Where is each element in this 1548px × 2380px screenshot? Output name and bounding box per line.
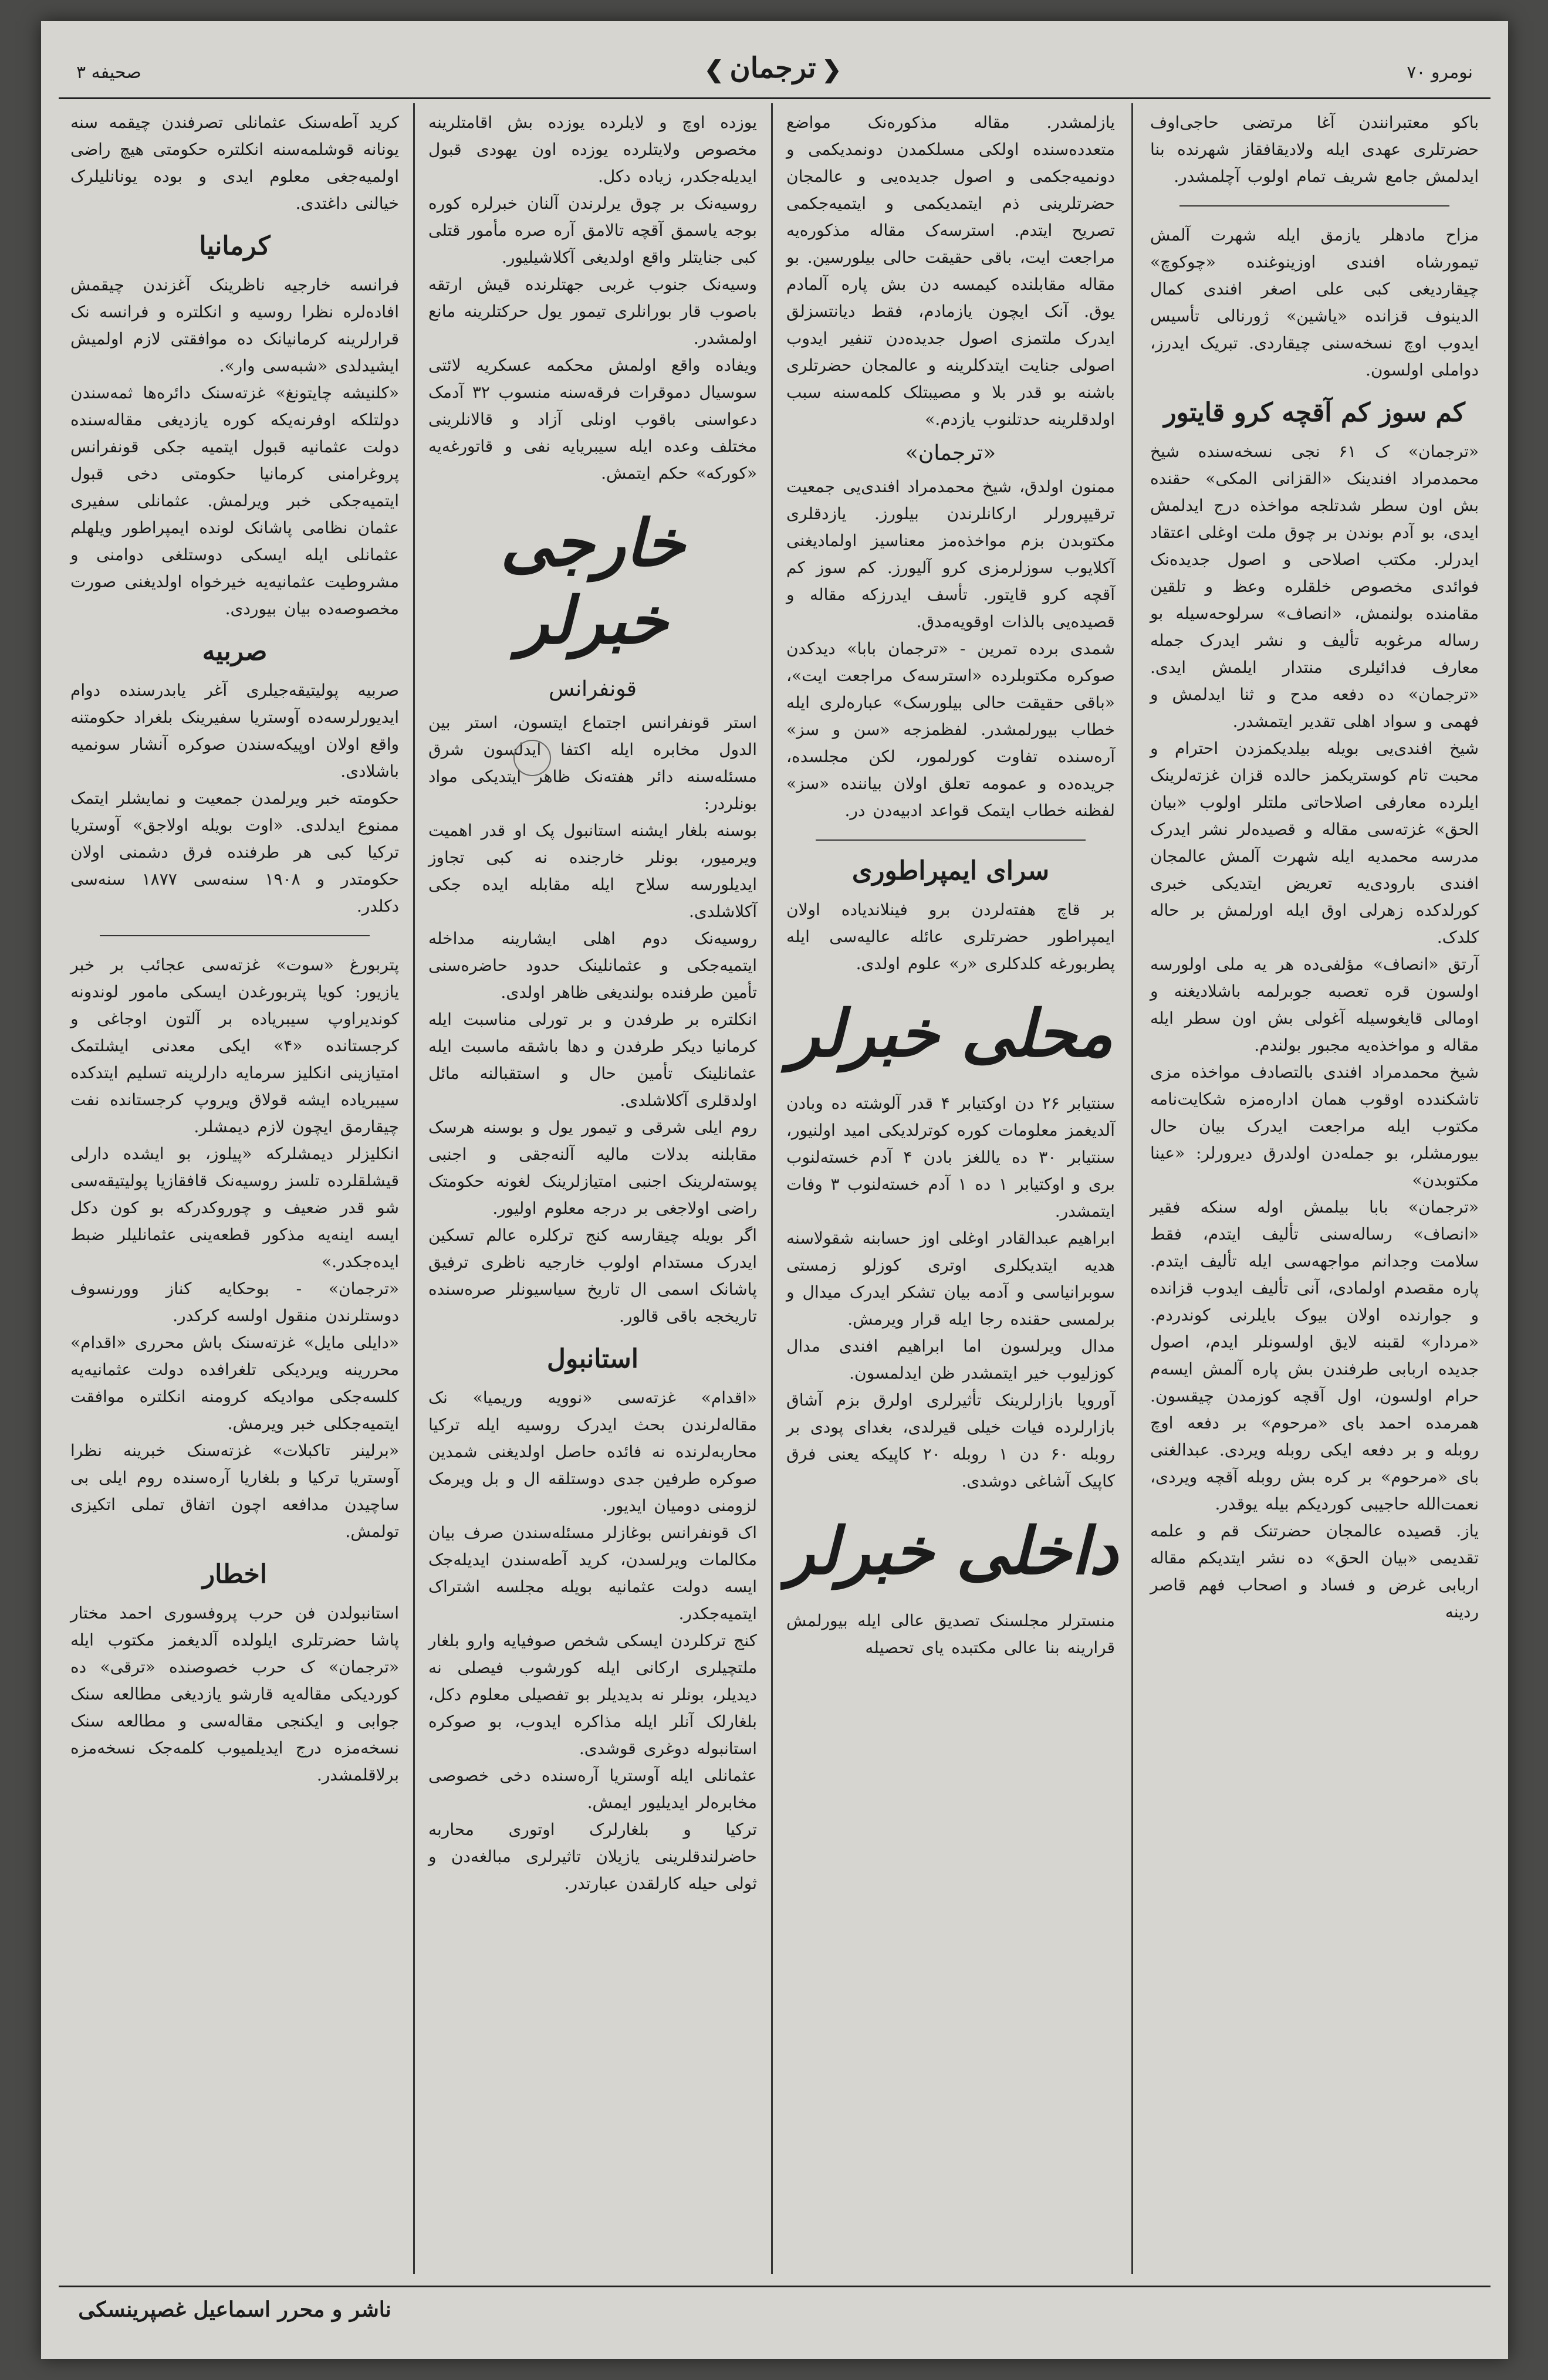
article-paragraph: ترکیا و بلغارلرک اوتوری محاربه حاضرلندقلرینی یازیلان تاثیرلری مبالغه‌دن و ثولی حیله کارلقدن عبارتدر. [428,1820,757,1893]
article-paragraph: «دایلی مایل» غزته‌سنک باش محرری «اقدام» محررینه ویردیکی تلغرافده دولت عثمانیه‌یه کلسه‌جکی موادیکه کرومنه انکلتره موافقت ایتمیه‌جکلی خبر ویرمش. [70,1333,399,1433]
article-paragraph: عثمانلی ایله آوستریا آره‌سنده دخی خصوصی مخابره‌لر ایدیلیور ایمش. [428,1766,757,1812]
page-number-label: صحیفه ۳ [76,62,141,83]
article-paragraph: «ترجمان» - بوحکایه کناز وورنسوف دوستلرندن منقول اولسه کرکدر. [70,1279,399,1325]
article-paragraph: استر قونفرانس اجتماع ایتسون، استر بین الدول مخابره ایله اکتفا ایدلسون شرق مسئله‌سنه دائر هفته‌نک ظاهر ایتدیکی مواد بونلردر: [428,713,757,813]
article-paragraph: شیخ محمدمراد افندی بالتصادف مواخذه مزی تاشکندده اوقوب همان اداره‌مزه شکایت‌نامه مکتوب ایله مراجعت ایدرک بیان حال بیورمشلر، بو جمله‌دن اولدرق دیرورلر: «عینا مکتوبدن» [1150,1062,1479,1190]
article-paragraph: یازلمشدر. مقاله مذکوره‌نک مواضع متعدده‌سنده اولکی مسلکمدن دونمدیکمی و دونمیه‌جکمی و اصول جدیده‌یی و عالمجان حضرتلرینی ذم ایتمدیکمی و ایتمیه‌جکمی تصریح ایتدم. استرسه‌ک مقاله مذکوره‌یه مراجعت ایت، باقی حقیقت حالی بیلورسین. بو مقاله مقابلنده کیمسه دن بش پاره آلمادم یوق. آنک ایچون یازمادم، فقط دیانتسزلق ایدرک ملتمزی اصول جدیده‌دن تنفیر ایدوب اصولی جنایت ایتدکلرینه و عالمجان حضرتلری باشنه بو قدر بلا و مصیبتلک کلمه‌سنه سبب اولدقلرینه حدتلنوب یازدم.» [786,113,1115,429]
article-heading: کرمانیا [199,231,271,261]
section-separator [816,839,1086,841]
article-paragraph: «ترجمان» بابا بیلمش اوله سنکه فقیر «انصاف» رساله‌سنی تألیف ایتدم، فقط سلامت وجدانم مواجهه‌سی ایله تألیف ایتدم. پاره مقصدم اولمادی، آنی تألیف ایدوب قزانده و جوارنده اولان بیوک بایلرنی کوندردم. «مردار» لقبنه لایق اولسونلر ایدم، اصول جدیده اربابی طرفندن بش پاره آلمش ایسه‌م حرام اولسون، اول آقچه کوزمدن چیقسون. همرمده احمد بای «مرحوم» بر دفعه اوچ روبله و بر دفعه ایکی روبله ویردی. عبدالغنی بای «مرحوم» بر کره بش روبله آقچه ویردی، نعمت‌الله حاجیبی کوردیکم بیله یوقدر. [1150,1197,1479,1514]
article-heading: قونفرانس [549,677,637,701]
article-paragraph: اک قونفرانس بوغازلر مسئله‌سندن صرف بیان مکالمات ویرلسدن، کرید آطه‌سندن ایدیله‌جک ایسه دولت عثمانیه بویله مجلسه اشتراک ایتمیه‌جکدر. [428,1523,757,1623]
article-paragraph: ویفاده واقع اولمش محکمه عسکریه لائتی سوسیال دموقرات فرقه‌سنه منسوب ۳۲ آدمک دعواسنی باقوب اونلی آزاد و قالانلرینی مختلف وعده ایله سیبریایه نفی و قاتورغه‌یه «کورکه» حکم ایتمش. [428,356,757,483]
library-stamp-icon [513,740,551,776]
article-heading: سرای ایمپراطوری [851,856,1050,886]
article-paragraph: کرید آطه‌سنک عثمانلی تصرفندن چیقمه سنه یونانه قوشلمه‌سنه انکلتره حکومتی هیچ راضی اولمیه‌جغی معلوم ایدی و بوده یونانلیلرک خیالنی داغتدی. [70,113,399,213]
article-paragraph: آرتق «انصاف» مؤلفی‌ده هر یه ملی اولورسه اولسون قره تعصبه جوبرلمه باشلادیغنه و اومالی قایغوسیله آغولی بش اون سطر ایله مقاله و مواخذه‌یه مجبور بولندم. [1150,954,1479,1055]
article-paragraph: منسترلر مجلسنک تصدیق عالی ایله بیورلمش قرارینه بنا عالی مکتبده یای تحصیله [786,1611,1115,1657]
section-banner: داخلی خبرلر [783,1513,1118,1589]
section-banner: خارجی خبرلر [500,505,685,658]
article-paragraph: روسیه‌نک دوم اهلی ایشارینه مداخله ایتمیه‌جکی و عثمانلینک حدود حاضره‌سنی تأمین طرفنده بولندیغی ظاهر اولدی. [428,929,757,1002]
article-paragraph: انکلتره بر طرفدن و بر تورلی مناسبت ایله کرمانیا دیکر طرفدن و دها باشقه ماسبت ایله عثمانلینک تأمین حال و استقبالنه مائل اولدقلری آکلاشلدی. [428,1010,757,1110]
article-paragraph: روسیه‌نک بر چوق یرلرندن آلنان خبرلره کوره بوجه یاسمق آقچه تالامق آره صره مأمور قتلی کبی جنایتلر واقع اولدیغی آکلاشیلیور. [428,194,757,267]
footer-rule [59,2286,1490,2287]
article-heading: صربیه [202,637,268,666]
newspaper-title [698,52,847,84]
article-paragraph: صربیه پولیتیقه‌جیلری آغر یابدرسنده دوام ایدیورلرسه‌ده آوستریا سفیرینک بلغراد حکومتنه واقع اولان اوپیکه‌سندن صوکره آنشار سونمیه باشلادی. [70,681,399,781]
article-paragraph: «اقدام» غزته‌سی «نوویه وریمیا» نک مقاله‌لرندن بحث ایدرک روسیه ایله ترکیا محاربه‌لرنده نه فائده حاصل اولدیغنی شمدین صوکره طرفین جدی دوستلقه ال و بل ویرمک لزومنی دومیان ایدیور. [428,1388,757,1515]
article-paragraph: فرانسه خارجیه ناظرینک آغزندن چیقمش افاده‌لره نظرا روسیه و انکلتره و فرانسه نک قرارلرینه کرمانیانک ده موافقتی لازم اولمیش ایشیدلدی «شبه‌سی وار». [70,275,399,375]
article-paragraph: استانبولدن فن حرب پروفسوری احمد مختار پاشا حضرتلری ایلولده آلدیغمز مکتوب ایله «ترجمان» ک حرب خصوصنده «ترقی» ده کوردیکی مقاله‌یه قارشو یازدیغی مطالعه سنک جوابی و ایکنجی مقاله‌سی و مطالعه سنک نسخه‌مزه درج ایدیلمیوب کلمه‌جک نسخه‌مزه برلاقلمشدر. [70,1603,399,1785]
ornament-icon: ❯ [822,56,842,83]
section-separator [1179,205,1449,206]
article-paragraph: باکو معتبرانندن آغا مرتضی حاجی‌اوف حضرتلری عهدی ایله ولادیقافقاز شهرنده بنا ایدلمش جامع شریف تمام اولوب آچلمشدر. [1150,113,1479,186]
article-paragraph: انکلیزلر دیمشلرکه «پیلوز، بو ایشده دارلی قیشلقلرده تلسز روسیه‌نک قافقازیا پولیتیقه‌سی شو قدر ضعیف و چوروکدرکه بو کون دکل ایسه اینه‌یه مذکور قطعه‌ینی عثمانلیلر ضبط ایده‌جکدر.» [70,1144,399,1271]
article-heading: کم سوز کم آقچه کرو قایتور [1164,398,1465,428]
article-paragraph: حکومته خبر ویرلمدن جمعیت و نمایشلر ایتمک ممنوع ایدلدی. «اوت بویله اولاجق» آوستریا ترکیا کبی هر طرفنده فرق دشمنی اولان حکومتدر و ۱۹۰۸ سنه‌سی ۱۸۷۷ سنه‌سی دکلدر. [70,788,399,916]
article-paragraph: «کلنیشه چایتونغ» غزته‌سنک دائره‌ها ثمه‌سندن دولتلکه اوفرنه‌یکه کوره یازدیغی مقاله‌سنده دولت عثمانیه قبول ایتمیه جکی قونفرانس پروغرامنی کرمانیا حکومتی دخی قبول ایتمیه‌جکی خبر ویرلمش. عثمانلی سفیری عثمان نظامی پاشانک لونده ایمپراطور ویلهلم عثمانلی ایله ایسکی دوستلغی دوامنی و مشروطیت عثمانیه‌یه خیرخواه اولدیغنی صورت مخصوصه‌ده بیان بیوردی. [70,383,399,618]
column-3 [423,109,763,2274]
article-paragraph: اگر بویله چیقارسه کنج ترکلره عالم تسکین ایدرک مستدام اولوب خارجیه ناظری ترفیق پاشانک اسمی ال تاریخ سیاسیونلر صره‌سنده تاریخجه باقی قالور. [428,1225,757,1326]
section-banner: محلی خبرلر [788,996,1113,1071]
masthead [65,39,1485,97]
masthead-rule [59,97,1490,99]
article-paragraph: ابراهیم عبدالقادر اوغلی اوز حسابنه شقولاسنه هدیه ایتدیکلری اوتری کوزلو زمستی سوبرانیاسی و آدمه بیان تشکر ایدرک میدال و برلمسی حقنده رجا ایله قرار ویرمش. [786,1228,1115,1329]
article-paragraph: شیخ افندی‌یی بویله بیلدیکمزدن احترام و محبت تام کوستریکمز حالده قزان غزته‌لرینک ایلرده معارفی اصلاحاتی ملتلر اولوب «بیان الحق» غزته‌سی مقاله و قصیده‌لر نشر ایدرک مدرسه محمدیه ایله شهرت آلمش عالمجان افندی بارودی‌یه تعریض ایتدیکی خبری کورلدکده زهرلی اوق ایله اورلمش بر حاله کلدک. [1150,739,1479,947]
column-divider [413,103,415,2274]
article-paragraph: پتربورغ «سوت» غزته‌سی عجائب بر خبر یازیور: کویا پتربورغدن ایسکی مامور لوندونه کوندیراوپ سیبریاده بر آلتون اوجاغی و کرجستانده «۴» ایکی معدنی ایشلتمک امتیازینی انکلیز سرمایه دارلرینه تسلیم ایتدکده سیبریاده ایشه قولاق ویروپ کرجستانده نفت چیقارمق ایچون لازم دیمشلر. [70,955,399,1136]
article-paragraph: آورویا بازارلرینک تأثیرلری اولرق بزم آشاق بازارلرده فیات خیلی قیرلدی، بغدای پودی بر روبله ۶۰ دن ۱ روبله ۲۰ کاپیکه یعنی فرق کاپیک آشاغی دوشدی. [786,1390,1115,1491]
article-paragraph: روم ایلی شرقی و تیمور یول و بوسنه هرسک مقابلنه بدلات مالیه آلنه‌جقی و اجنبی پوسته‌لرینک اجنبی امتیازلرینک لغونه حکومتک راضی اولاجغی بر درجه معلوم اولیور. [428,1118,757,1218]
article-heading: استانبول [547,1344,638,1374]
publisher-line: ناشر و محرر اسماعیل غصپرینسکی [78,2297,391,2322]
article-paragraph: کنج ترکلردن ایسکی شخص صوفیایه وارو بلغار ملتچیلری ارکانی ایله کورشوب فیصلی نه دیدیلر، بونلر نه بدیدیلر بو تفصیلی معلوم دکل، بلغارلک آنلر ایله مذاکره ایدوب، بو صوکره استانبوله دوغری قوشدی. [428,1631,757,1758]
article-paragraph: بوسنه بلغار ایشنه استانبول پک او قدر اهمیت ویرمیور، بونلر خارجنده نه کبی تجاوز ایدیلورسه سلاح ایله مقابله ایده جکی آکلاشلدی. [428,821,757,921]
issue-number-label: نومرو ۷۰ [1407,62,1473,83]
article-paragraph: شمدی برده تمرین - «ترجمان بابا» دیدکدن صوکره مکتوبلرده «استرسه‌ک مراجعت ایت»، «باقی حقیقت حالی بیلورسک» عباره‌لری ایله خطاب بیورلمشدر. لفظمزجه «سن و سز» آره‌سنده تفاوت کورلمور، لکن مجلسده، جریده‌ده و عمومه تعلق اولان بیاننده «سز» لفظنه خطاب ایتمک قواعد ادبیه‌دن در. [786,639,1115,820]
column-divider [1131,103,1133,2274]
column-4 [65,109,405,2274]
column-1 [1144,109,1485,2274]
column-divider [771,103,773,2274]
ornament-icon: ❮ [704,56,724,83]
section-separator [100,935,370,936]
title-text: ترجمان [729,52,816,84]
article-paragraph: بر قاچ هفته‌لردن برو فینلاندیاده اولان ایمپراطور حضرتلری عائله عالیه‌سی ایله پطربورغه کلدکلری «ر» علوم اولدی. [786,900,1115,973]
article-paragraph: یاز. قصیده عالمجان حضرتنک قم و علمه تقدیمی «بیان الحق» ده نشر ایتدیکم مقاله اربابی غرض و فساد و اصحاب فهم قاصر ردینه [1150,1521,1479,1621]
article-heading: اخطار [202,1559,268,1589]
article-paragraph: یوزده اوچ و لایلرده یوزده بش اقامتلرینه مخصوص ولایتلرده یوزده اون یهودی قبول ایدیله‌جکدر، زیاده دکل. [428,113,757,186]
article-paragraph: «برلینر تاکبلات» غزته‌سنک خبرینه نظرا آوستریا ترکیا و بلغاریا آره‌سنده روم ایلی بی ساچیدن مدافعه اچون اتفاق تملی اتکیزی تولمش. [70,1441,399,1541]
article-heading: «ترجمان» [905,441,996,465]
article-paragraph: مدال ویرلسون اما ابراهیم افندی مدال کوزلیوب خیر ایتمشدر ظن ایدلمسون. [786,1336,1115,1383]
article-paragraph: «ترجمان» ک ۶۱ نجی نسخه‌سنده شیخ محمدمراد افندینک «القزانی المکی» حقنده بش اون سطر شدتلجه مواخذه درج ایدلمش ایدی، بو آدم بوندن بر چوق ملت اوغلی اعتقاد ایدرلر. مکتب اصلاحی و اصول جدیده‌نک فوائدی مخصوص خلقلره وعظ و تلقین مقامنده بولنمش، «انصاف» سرلوحه‌سیله بو رساله مرغوبه تألیف و نشر ایدرک جمله معارف فدائیلری منتدار ایلمش ایدی. «ترجمان» ده دفعه مدح و ثنا ایدلمش و فهمی و سواد اهلی تقدیر ایتمشدر. [1150,442,1479,731]
article-paragraph: سنتیابر ۲۶ دن اوکتیابر ۴ قدر آلوشته ده وبادن آلدیغمز معلومات کوره کوترلدیکی امید اولنیور، سنتیابر ۳۰ ده یاللغز بادن ۴ آدم خسته‌لنوب بری و اوکتیابر ۱ ده ۱ آدم خسته‌لنوب ۳ وفات ایتمشدر. [786,1093,1116,1221]
article-paragraph: مزاح مادهلر یازمق ایله شهرت آلمش تیمورشاه افندی اوزینوغنده «چوکوچ» چیقاردیغی کبی علی اصغر افندی کمال الدینوف قزانده «یاشین» ژورنالی تأسیس ایدوب اوچ نسخه‌سنی چیقاردی. تبریک ایدرز، دواملی اولسون. [1150,225,1479,380]
article-paragraph: ممنون اولدق، شیخ محمدمراد افندی‌یی جمعیت ترقیپرورلر ارکانلرندن بیلورز. یازدقلری مکتوبدن بزم مواخذه‌مز معناسیز اولمادیغنی آکلایوب سوزلرمزی کرو آلیورز. کم سوز کم آقچه کرو قایتور. تأسف ایدرزکه مقاله و قصیده‌یی بالذات اوقویه‌مدق. [786,477,1115,631]
article-paragraph: وسیه‌نک جنوب غربی جهتلرنده قیش ارتقه باصوب قار بورانلری تیمور یول حرکتلرینه مانع اولمشدر. [428,275,757,348]
newspaper-page [41,21,1508,2359]
column-2 [780,109,1121,2274]
